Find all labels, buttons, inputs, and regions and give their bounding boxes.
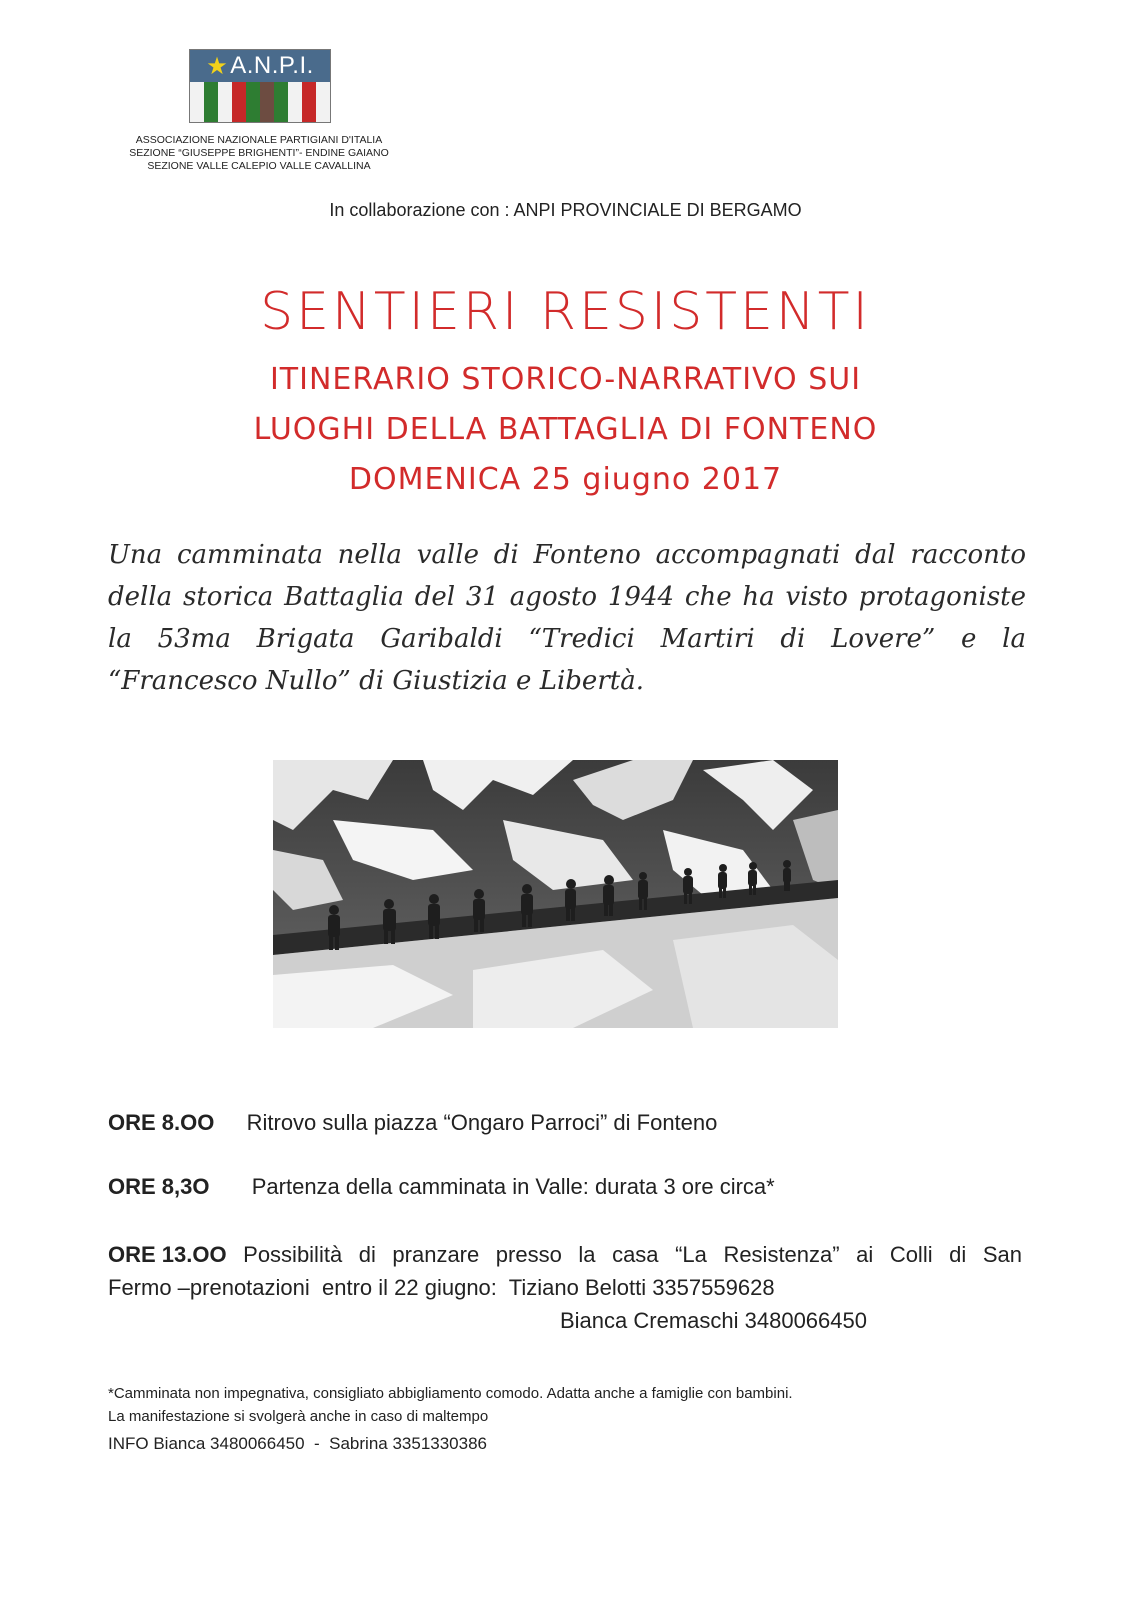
star-icon: ★ [206,52,229,80]
anpi-logo [189,49,331,123]
schedule-text-2: Partenza della camminata in Valle: durata 3 ore circa* [251,1174,775,1199]
event-subtitle-line-2: LUOGHI DELLA BATTAGLIA DI FONTENO [253,412,878,447]
event-subtitle-line-1: ITINERARIO STORICO-NARRATIVO SUI [269,362,862,397]
footnote-line-2: La manifestazione si svolgerà anche in caso di maltempo [108,1408,489,1425]
association-heading [100,134,418,173]
event-title: SENTIERI RESISTENTI [260,282,871,342]
event-description: Una camminata nella valle di Fonteno accompagnati dal racconto della storica Battaglia del 31 agosto 1944 che ha visto protagoniste la 53ma Brigata Garibaldi “Tredici Martiri di Lovere” e la “Francesco Nullo” di Giustizia e Libertà. [108,540,1026,696]
footnote-line-1: *Camminata non impegnativa, consigliato abbigliamento comodo. Adatta anche a famiglie con bambini. [108,1385,793,1402]
association-line-3: SEZIONE VALLE CALEPIO VALLE CAVALLINA [147,160,371,172]
schedule-item-2 [108,1174,775,1200]
association-line-2: SEZIONE “GIUSEPPE BRIGHENTI”- ENDINE GAIANO [129,147,389,159]
schedule-text-1: Ritrovo sulla piazza “Ongaro Parroci” di Fonteno [246,1110,718,1135]
schedule-item-3 [108,1238,1022,1337]
schedule-time-1: ORE 8.OO [108,1110,215,1135]
association-line-1: ASSOCIAZIONE NAZIONALE PARTIGIANI D'ITALIA [135,134,383,146]
schedule-time-2: ORE 8,3O [108,1174,210,1199]
logo-text: A.N.P.I. [230,52,314,79]
collaboration-line: In collaborazione con : ANPI PROVINCIALE DI BERGAMO [329,200,802,220]
info-contacts: INFO Bianca 3480066450 - Sabrina 3351330386 [108,1434,487,1453]
schedule-item-1 [108,1110,717,1136]
event-date: DOMENICA 25 giugno 2017 [348,462,783,497]
partisans-march-photo [273,760,838,1028]
schedule-text-3-line-1: ORE 13.OO Possibilità di pranzare presso la casa “La Resistenza” ai Colli di San [108,1238,1022,1271]
logo-flag-stripes [190,82,330,122]
schedule-text-3-line-3: Bianca Cremaschi 3480066450 [560,1308,867,1333]
footnote [108,1382,793,1455]
schedule-text-3-line-2: Fermo –prenotazioni entro il 22 giugno: Tiziano Belotti 3357559628 [108,1275,775,1300]
schedule-time-3: ORE 13.OO [108,1242,227,1267]
logo-band [190,50,330,82]
